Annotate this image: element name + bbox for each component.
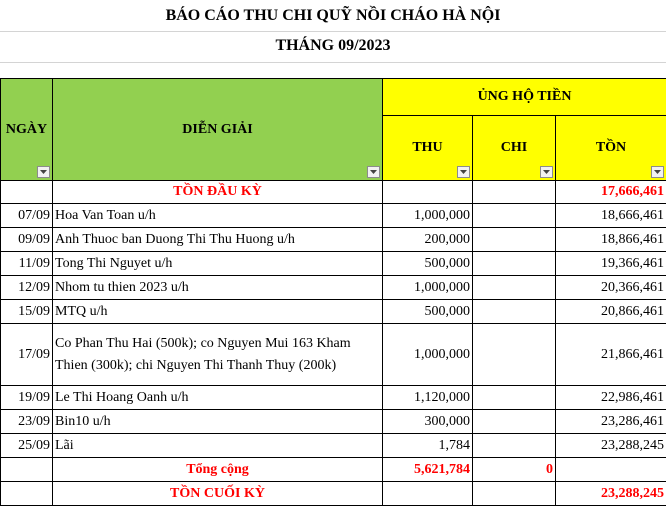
row-expense xyxy=(473,434,556,458)
closing-expense xyxy=(473,482,556,506)
row-expense xyxy=(473,386,556,410)
report-subtitle: THÁNG 09/2023 xyxy=(275,37,391,54)
opening-expense xyxy=(473,181,556,204)
totals-date xyxy=(1,458,53,482)
row-date: 19/09 xyxy=(1,386,53,410)
row-income: 500,000 xyxy=(383,252,473,276)
row-description: MTQ u/h xyxy=(53,300,383,324)
row-income: 1,120,000 xyxy=(383,386,473,410)
row-income: 300,000 xyxy=(383,410,473,434)
row-income: 1,000,000 xyxy=(383,204,473,228)
row-expense xyxy=(473,252,556,276)
row-date: 17/09 xyxy=(1,324,53,386)
row-date: 07/09 xyxy=(1,204,53,228)
row-expense xyxy=(473,276,556,300)
filter-dropdown-icon[interactable] xyxy=(37,166,50,178)
closing-row xyxy=(1,482,666,506)
row-expense xyxy=(473,300,556,324)
closing-label: TỒN CUỐI KỲ xyxy=(53,482,383,506)
row-expense xyxy=(473,324,556,386)
closing-balance: 23,288,245 xyxy=(556,482,666,506)
header-expense xyxy=(473,116,556,181)
header-income xyxy=(383,116,473,181)
header-date-label: NGÀY xyxy=(5,121,48,137)
row-balance: 23,288,245 xyxy=(556,434,666,458)
row-income: 200,000 xyxy=(383,228,473,252)
row-description: Lãi xyxy=(53,434,383,458)
filter-dropdown-icon[interactable] xyxy=(457,166,470,178)
row-date: 15/09 xyxy=(1,300,53,324)
header-description xyxy=(53,79,383,181)
table-row xyxy=(1,386,666,410)
row-date: 23/09 xyxy=(1,410,53,434)
row-balance: 18,866,461 xyxy=(556,228,666,252)
row-description: Tong Thi Nguyet u/h xyxy=(53,252,383,276)
row-expense xyxy=(473,204,556,228)
totals-label: Tổng cộng xyxy=(53,458,383,482)
totals-income: 5,621,784 xyxy=(383,458,473,482)
closing-date xyxy=(1,482,53,506)
header-income-label: THU xyxy=(412,140,443,155)
row-balance: 23,286,461 xyxy=(556,410,666,434)
totals-row xyxy=(1,458,666,482)
row-date: 09/09 xyxy=(1,228,53,252)
header-expense-label: CHI xyxy=(500,140,528,155)
row-description: Le Thi Hoang Oanh u/h xyxy=(53,386,383,410)
closing-income xyxy=(383,482,473,506)
table-row xyxy=(1,434,666,458)
row-income: 1,000,000 xyxy=(383,324,473,386)
row-expense xyxy=(473,410,556,434)
row-balance: 19,366,461 xyxy=(556,252,666,276)
row-description: Co Phan Thu Hai (500k); co Nguyen Mui 163 Kham Thien (300k); chi Nguyen Thi Thanh Thuy (200k) xyxy=(53,324,383,386)
row-divider xyxy=(0,31,666,32)
row-description: Anh Thuoc ban Duong Thi Thu Huong u/h xyxy=(53,228,383,252)
row-description: Hoa Van Toan u/h xyxy=(53,204,383,228)
cashbook-table xyxy=(0,78,666,506)
opening-income xyxy=(383,181,473,204)
filter-dropdown-icon[interactable] xyxy=(651,166,664,178)
row-balance: 18,666,461 xyxy=(556,204,666,228)
totals-expense: 0 xyxy=(473,458,556,482)
table-row xyxy=(1,300,666,324)
table-row xyxy=(1,204,666,228)
opening-balance: 17,666,461 xyxy=(556,181,666,204)
row-income: 500,000 xyxy=(383,300,473,324)
totals-balance xyxy=(556,458,666,482)
header-balance xyxy=(556,116,666,181)
row-date: 11/09 xyxy=(1,252,53,276)
row-description: Bin10 u/h xyxy=(53,410,383,434)
row-date: 12/09 xyxy=(1,276,53,300)
row-balance: 20,866,461 xyxy=(556,300,666,324)
row-income: 1,784 xyxy=(383,434,473,458)
row-income: 1,000,000 xyxy=(383,276,473,300)
row-description: Nhom tu thien 2023 u/h xyxy=(53,276,383,300)
opening-date xyxy=(1,181,53,204)
header-description-label: DIỄN GIẢI xyxy=(182,121,253,137)
table-row xyxy=(1,324,666,386)
row-date: 25/09 xyxy=(1,434,53,458)
row-balance: 20,366,461 xyxy=(556,276,666,300)
filter-dropdown-icon[interactable] xyxy=(540,166,553,178)
row-balance: 21,866,461 xyxy=(556,324,666,386)
header-date xyxy=(1,79,53,181)
table-row xyxy=(1,252,666,276)
row-balance: 22,986,461 xyxy=(556,386,666,410)
report-title: BÁO CÁO THU CHI QUỸ NỒI CHÁO HÀ NỘI xyxy=(165,7,501,24)
opening-label: TỒN ĐẦU KỲ xyxy=(53,181,383,204)
row-expense xyxy=(473,228,556,252)
table-row xyxy=(1,276,666,300)
filter-dropdown-icon[interactable] xyxy=(367,166,380,178)
header-balance-label: TỒN xyxy=(595,140,627,155)
opening-row xyxy=(1,181,666,204)
table-row xyxy=(1,410,666,434)
header-group: ỦNG HỘ TIỀN xyxy=(383,79,666,116)
table-row xyxy=(1,228,666,252)
row-divider xyxy=(0,62,666,63)
